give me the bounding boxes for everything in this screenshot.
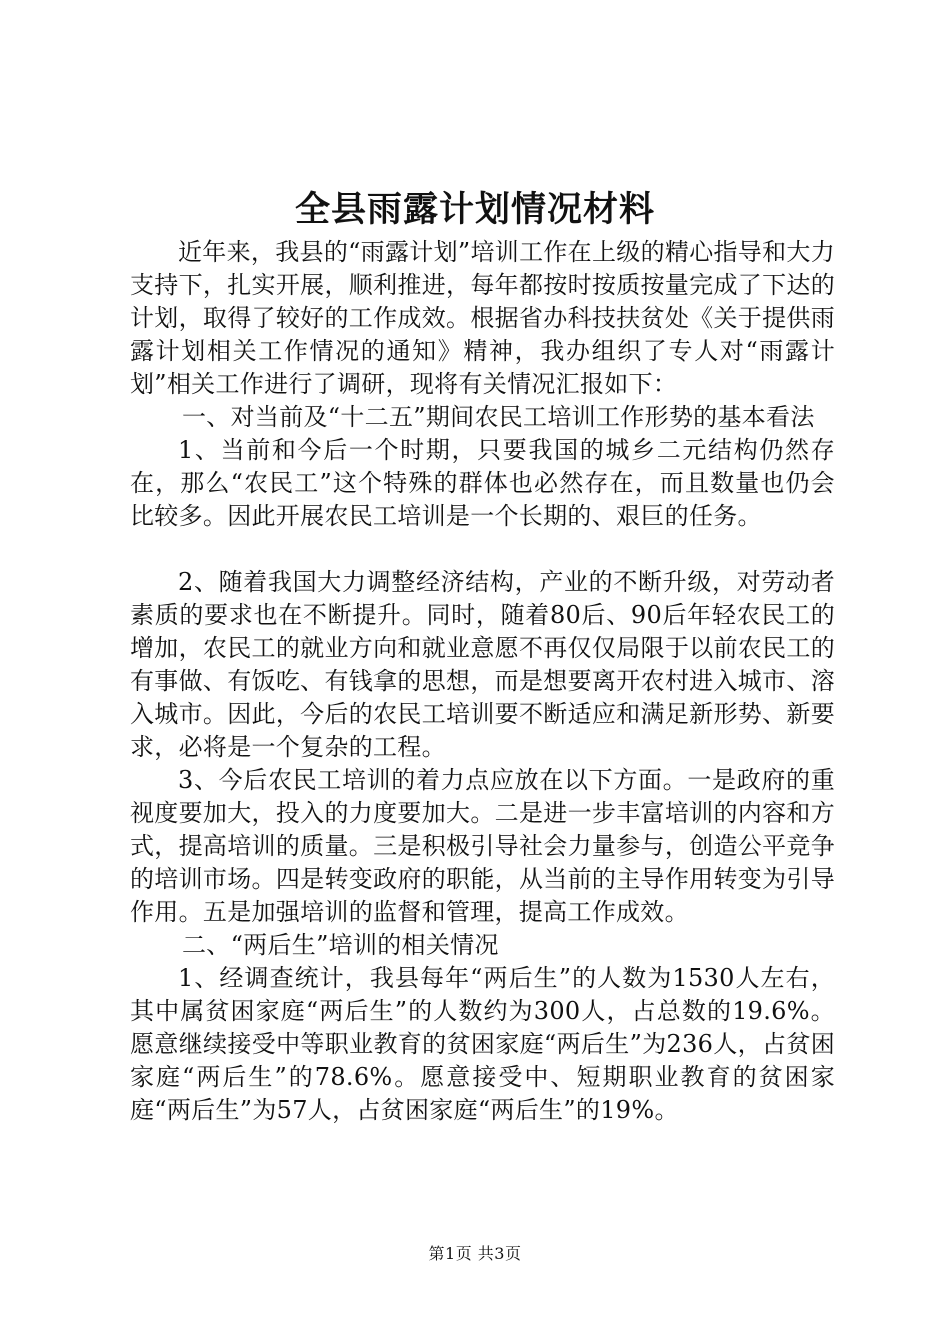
document-body bbox=[130, 236, 835, 1127]
point-1-paragraph: 1、当前和今后一个时期，只要我国的城乡二元结构仍然存在，那么“农民工”这个特殊的群体也必然存在，而且数量也仍会比较多。因此开展农民工培训是一个长期的、艰巨的任务。 bbox=[130, 436, 835, 530]
document-title: 全县雨露计划情况材料 bbox=[294, 189, 655, 230]
section-heading-2: 二、“两后生”培训的相关情况 bbox=[182, 931, 499, 959]
section-heading-1: 一、对当前及“十二五”期间农民工培训工作形势的基本看法 bbox=[182, 403, 815, 431]
point-2-paragraph: 2、随着我国大力调整经济结构，产业的不断升级，对劳动者素质的要求也在不断提升。同时，随着80后、90后年轻农民工的增加，农民工的就业方向和就业意愿不再仅仅局限于以前农民工的有事做、有饭吃、有钱拿的思想，而是想要离开农村进入城市、溶入城市。因此，今后的农民工培训要不断适应和满足新形势、新要求，必将是一个复杂的工程。 bbox=[130, 568, 835, 761]
statistics-paragraph: 1、经调查统计，我县每年“两后生”的人数为1530人左右，其中属贫困家庭“两后生”的人数约为300人，占总数的19.6%。愿意继续接受中等职业教育的贫困家庭“两后生”为236人，占贫困家庭“两后生”的78.6%。愿意接受中、短期职业教育的贫困家庭“两后生”为57人，占贫困家庭“两后生”的19%。 bbox=[130, 964, 835, 1124]
point-3-paragraph: 3、今后农民工培训的着力点应放在以下方面。一是政府的重视度要加大，投入的力度要加大。二是进一步丰富培训的内容和方式，提高培训的质量。三是积极引导社会力量参与，创造公平竞争的培训市场。四是转变政府的职能，从当前的主导作用转变为引导作用。五是加强培训的监督和管理，提高工作成效。 bbox=[130, 766, 835, 926]
page-number-footer: 第1页 共3页 bbox=[428, 1244, 522, 1263]
intro-paragraph: 近年来，我县的“雨露计划”培训工作在上级的精心指导和大力支持下，扎实开展，顺利推进，每年都按时按质按量完成了下达的计划，取得了较好的工作成效。根据省办科技扶贫处《关于提供雨露计划相关工作情况的通知》精神，我办组织了专人对“雨露计划”相关工作进行了调研，现将有关情况汇报如下： bbox=[130, 238, 835, 398]
